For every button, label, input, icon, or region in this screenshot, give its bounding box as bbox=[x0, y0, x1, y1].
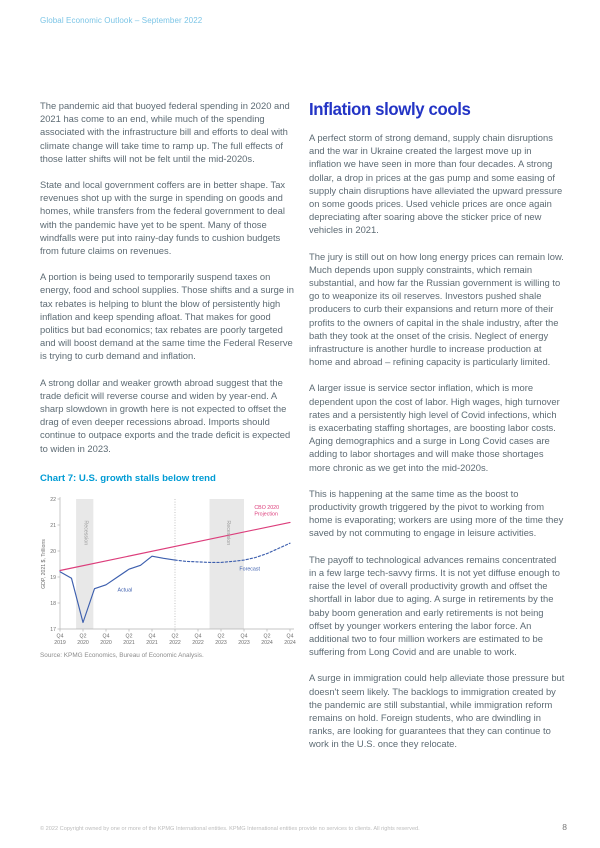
paragraph: A perfect storm of strong demand, supply chain disruptions and the war in Ukraine created the largest move up in inflation we have seen in more than four decades. A strong dollar, a drop in prices at the gas pump and some easing of supply chain disruptions have alleviated the upward pressure on some goods prices. Used vehicle prices are once again depreciating after soaring above the sticker price of new vehicles in 2021. bbox=[309, 132, 563, 236]
chart-source: Source: KPMG Economics, Bureau of Economic Analysis. bbox=[40, 651, 204, 659]
svg-text:2024: 2024 bbox=[284, 639, 296, 646]
svg-text:20: 20 bbox=[50, 548, 56, 555]
paragraph: A strong dollar and weaker growth abroad suggest that the trade deficit will reverse course and widen by year-end. A sharp slowdown in growth here is not expected to offset the drag of even deeper recessions abroad. Imports should continue to outpace exports and the trade deficit is expected to widen in 2023. bbox=[40, 376, 291, 454]
svg-text:Actual: Actual bbox=[117, 587, 133, 594]
svg-text:Q2: Q2 bbox=[263, 633, 271, 640]
svg-text:Q2: Q2 bbox=[79, 633, 87, 640]
svg-text:2021: 2021 bbox=[123, 639, 135, 646]
svg-text:2020: 2020 bbox=[77, 639, 89, 646]
svg-text:Q4: Q4 bbox=[102, 633, 110, 640]
paragraph: The payoff to technological advances remains concentrated in a few large tech-savvy firms. It is not yet diffuse enough to raise the level of overall productivity growth and offset the shortfall in labor due to aging. A surge in retirements by the baby boom generation and early retirements is not being offset by younger workers entering the labor force. An additional two to four million workers are estimated to be suffering from Long Covid and are unable to work. bbox=[309, 553, 560, 658]
svg-text:2024: 2024 bbox=[261, 639, 273, 646]
paragraph: A surge in immigration could help alleviate those pressure but doesn't seem likely. The backlogs to immigration created by the pandemic are still substantial, while immigration reform remains on hold. Foreign students, who are dwindling in ranks, are looking for guarantees that they can continue to work in the U.S. once they relocate. bbox=[309, 672, 565, 750]
svg-text:2022: 2022 bbox=[169, 639, 181, 646]
section-heading: Inflation slowly cools bbox=[309, 99, 471, 119]
svg-text:Q4: Q4 bbox=[240, 633, 248, 640]
svg-text:Q4: Q4 bbox=[286, 633, 294, 640]
chart-title: Chart 7: U.S. growth stalls below trend bbox=[40, 472, 216, 484]
running-header: Global Economic Outlook – September 2022 bbox=[40, 16, 203, 25]
right-column bbox=[309, 99, 565, 764]
svg-text:17: 17 bbox=[50, 626, 56, 633]
svg-text:2019: 2019 bbox=[54, 639, 66, 646]
svg-text:Recession: Recession bbox=[82, 520, 89, 546]
svg-text:Q4: Q4 bbox=[148, 633, 156, 640]
svg-text:2022: 2022 bbox=[192, 639, 204, 646]
chart-block bbox=[40, 473, 296, 659]
svg-text:21: 21 bbox=[50, 522, 56, 529]
svg-text:Forecast: Forecast bbox=[239, 566, 261, 573]
svg-text:Recession: Recession bbox=[224, 520, 231, 546]
svg-text:2021: 2021 bbox=[146, 639, 158, 646]
paragraph: This is happening at the same time as the boost to productivity growth triggered by the pivot to working from home is evaporating; workers are using more of the time they saved by not commuting to engage in leisure activities. bbox=[309, 487, 564, 539]
svg-text:2020: 2020 bbox=[100, 639, 112, 646]
page-number: 8 bbox=[562, 822, 567, 832]
two-column-layout bbox=[40, 99, 565, 764]
gdp-growth-line-chart bbox=[40, 493, 297, 647]
copyright-text: © 2022 Copyright owned by one or more of the KPMG International entities. KPMG International entities provide no services to clients. All rights reserved. bbox=[40, 826, 420, 832]
left-column bbox=[40, 99, 296, 764]
paragraph: The pandemic aid that buoyed federal spending in 2020 and 2021 has come to an end, while much of the spending associated with the infrastructure bill and efforts to deal with climate change will take time to ramp up. The full effects of those latter shifts will not be felt until the mid-2020s. bbox=[40, 100, 290, 164]
page-footer bbox=[40, 822, 567, 832]
svg-text:Q2: Q2 bbox=[171, 633, 179, 640]
paragraph: A portion is being used to temporarily suspend taxes on energy, food and school supplies. Those shifts and a surge in tax rebates is helping to blunt the blow of persistently high inflation and keep spending afloat. That makes for good politics but bad economics; tax rebates are poorly targeted and will boost demand at the same time the Federal Reserve is trying to curb demand and inflation. bbox=[40, 271, 294, 362]
svg-text:CBO 2020Projection: CBO 2020 Projection bbox=[254, 504, 280, 518]
svg-text:18: 18 bbox=[50, 600, 56, 607]
svg-text:Q2: Q2 bbox=[125, 633, 133, 640]
paragraph: State and local government coffers are in better shape. Tax revenues shot up with the surge in spending on goods and homes, while transfers from the federal government to deal with the pandemic have yet to be spent. Many of those windfalls were put into rainy-day funds to cushion budgets from future claims on revenues. bbox=[40, 179, 286, 257]
svg-text:2023: 2023 bbox=[215, 639, 227, 646]
paragraph: A larger issue is service sector inflation, which is more dependent upon the cost of labor. High wages, high turnover rates and a persistently high level of Covid infections, which is exacerbating staffing shortages, are boosting labor costs. Aging demographics and a surge in Long Covid cases are adding to labor shortages and will make those shortages more chronic as we get into the mid-2020s. bbox=[309, 382, 560, 473]
svg-text:22: 22 bbox=[50, 496, 56, 503]
svg-text:2023: 2023 bbox=[238, 639, 250, 646]
svg-text:Q4: Q4 bbox=[56, 633, 64, 640]
svg-text:Q4: Q4 bbox=[194, 633, 202, 640]
paragraph: The jury is still out on how long energy prices can remain low. Much depends upon supply constraints, which remain substantial, and how far the Russian government is willing to go to weaponize its oil reserves. Investors pushed shale producers to curb their expansions and return more of their profits to the owners of capital in the shale industry, after the bath they took at the onset of the crisis. Neglect of energy infrastructure is another hurdle to increase production at home and abroad – refining capacity is particularly limited. bbox=[309, 250, 564, 368]
svg-text:19: 19 bbox=[50, 574, 56, 581]
svg-text:Q2: Q2 bbox=[217, 633, 225, 640]
svg-text:GDP, 2021 $, Trillions: GDP, 2021 $, Trillions bbox=[41, 538, 47, 589]
